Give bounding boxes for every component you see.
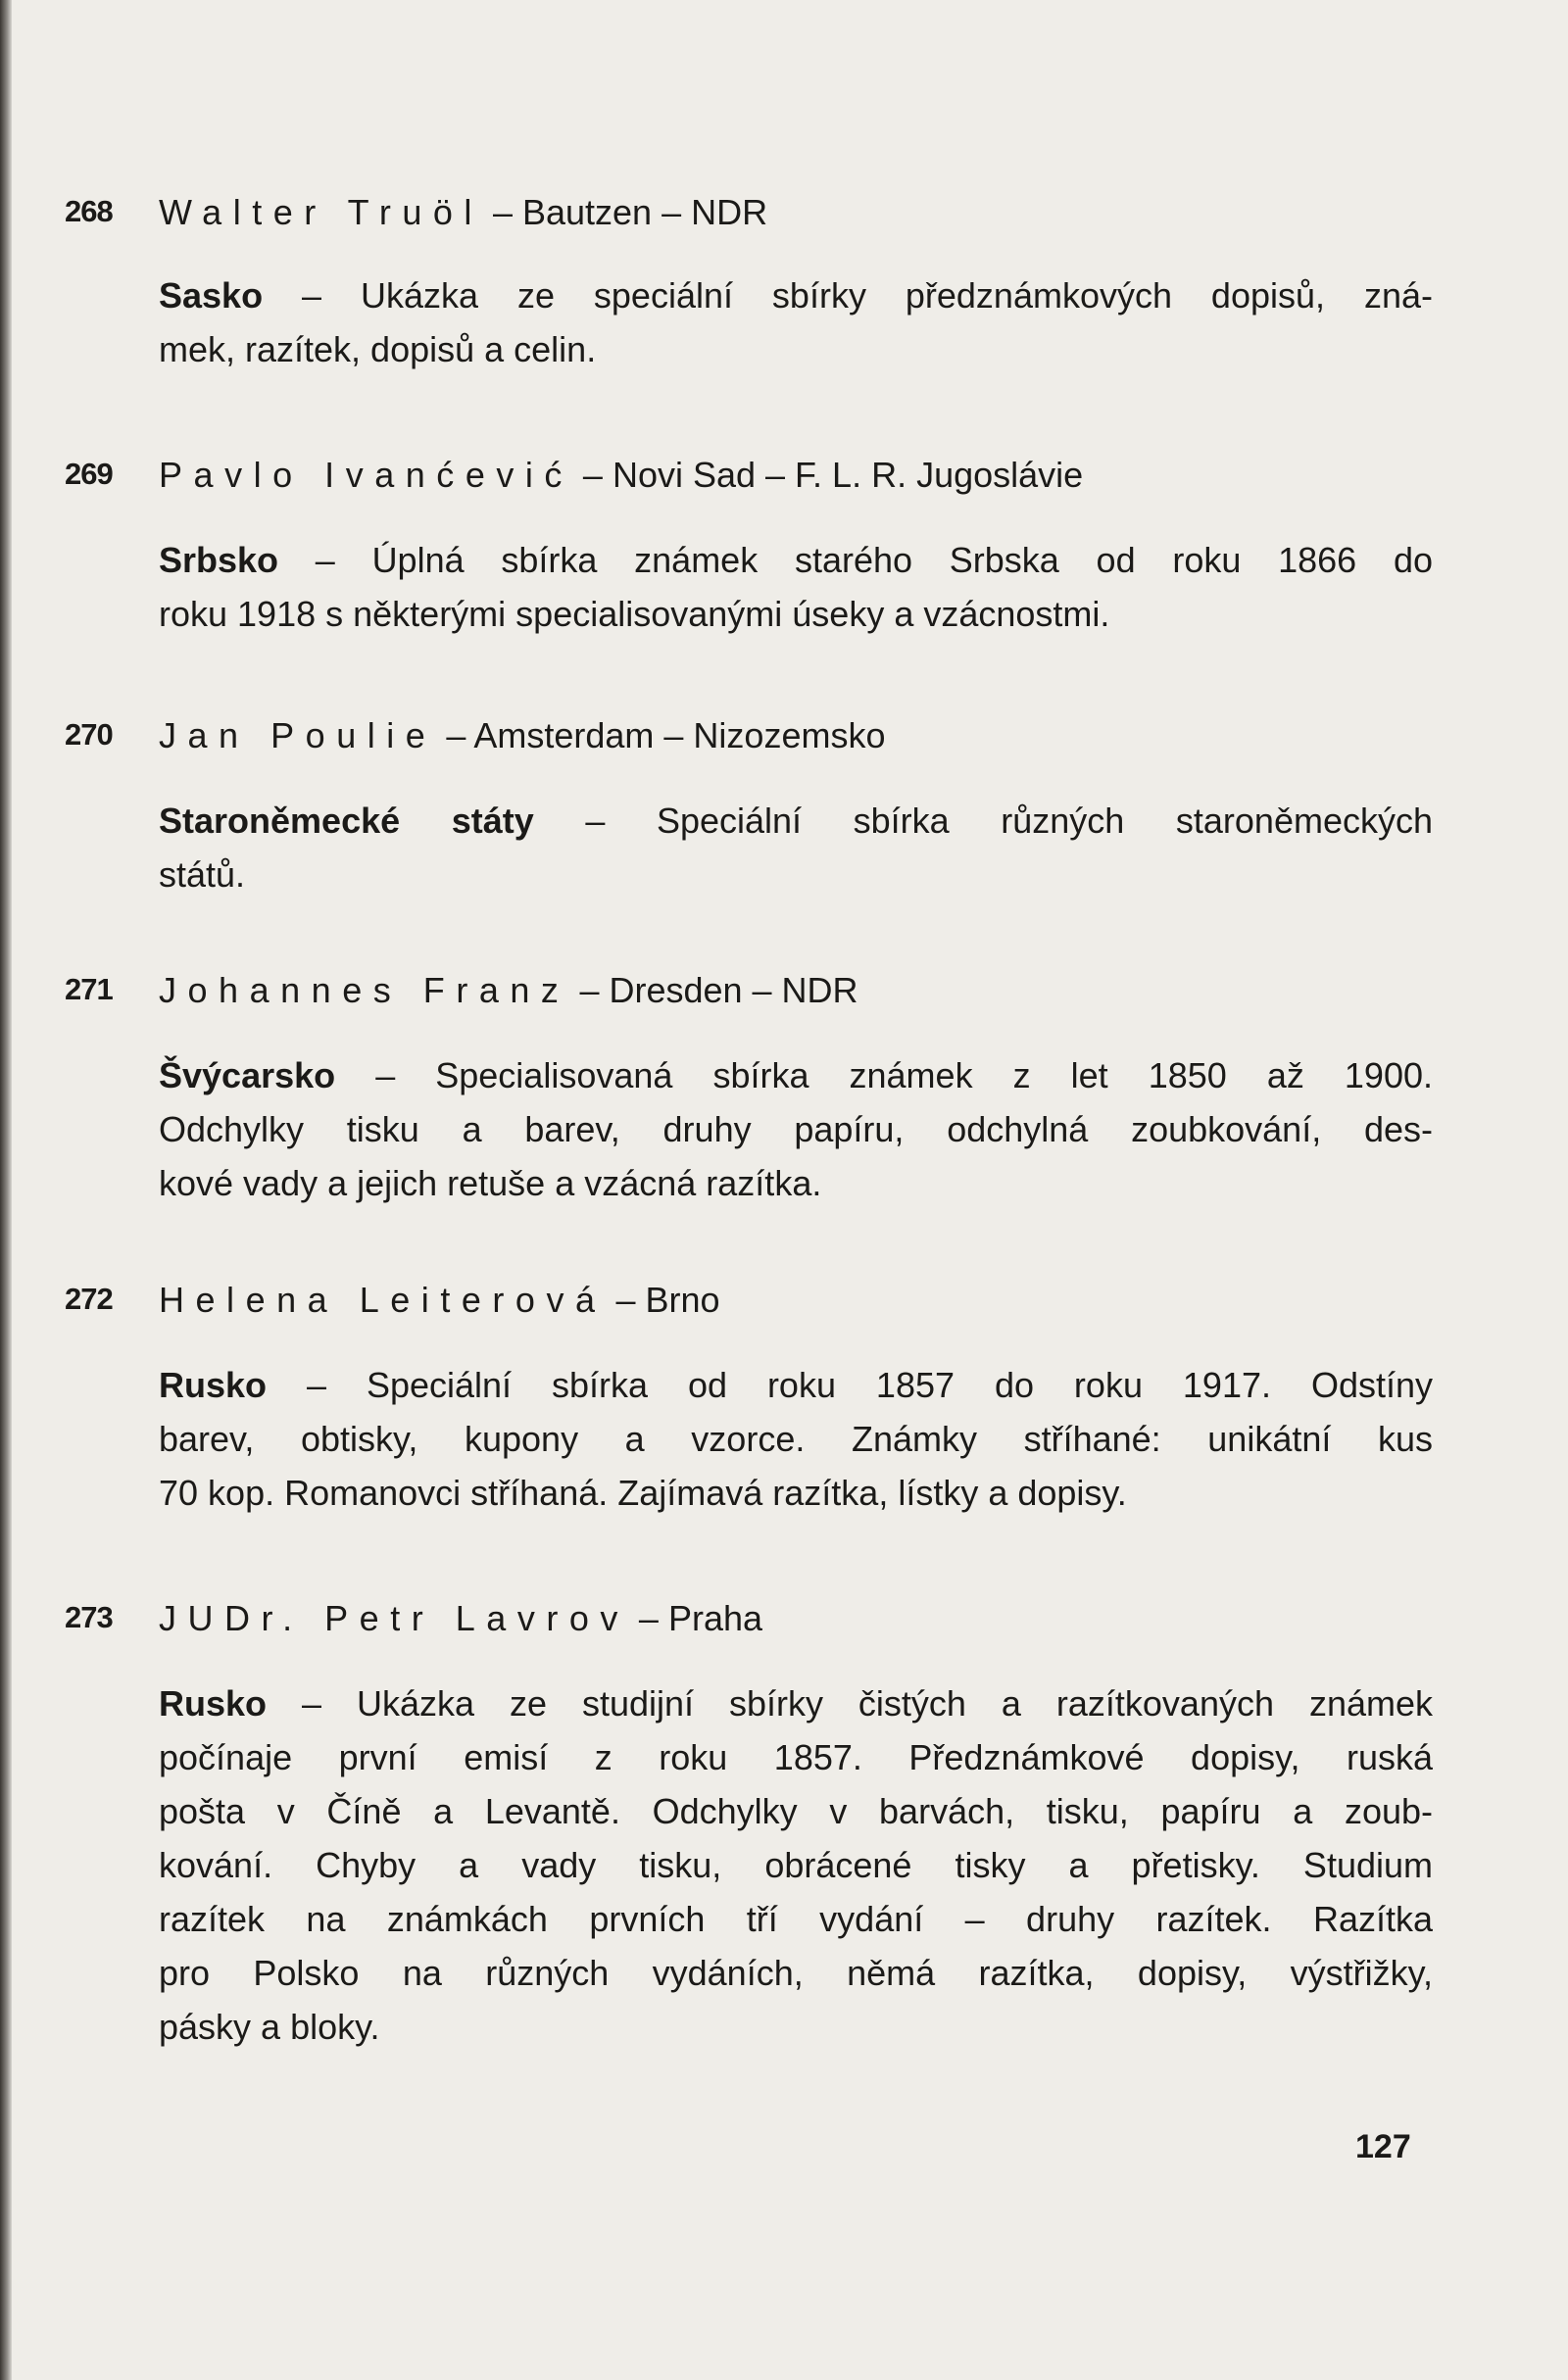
entry-description xyxy=(159,1676,1433,2054)
description-text: – Speciální sbírka od roku 1857 do roku 1917. Odstíny xyxy=(306,1365,1433,1405)
description-text: razítek na známkách prvních tří vydání – druhy razítek. Razítka xyxy=(159,1899,1433,1939)
collection-country: Švýcarsko xyxy=(159,1055,336,1095)
exhibitor-heading xyxy=(159,1598,762,1639)
exhibitor-place: – Amsterdam – Nizozemsko xyxy=(436,715,886,755)
exhibitor-name: Pavlo Ivanćević xyxy=(159,455,573,495)
exhibitor-place: – Novi Sad – F. L. R. Jugoslávie xyxy=(572,455,1084,495)
exhibitor-heading xyxy=(159,1280,720,1321)
description-line xyxy=(159,1892,1433,1946)
description-text: 70 kop. Romanovci stříhaná. Zajímavá razítka, lístky a dopisy. xyxy=(159,1473,1127,1513)
description-text: roku 1918 s některými specialisovanými úseky a vzácnostmi. xyxy=(159,594,1110,634)
entry-description xyxy=(159,533,1433,641)
description-line xyxy=(159,1412,1433,1466)
exhibitor-heading xyxy=(159,970,858,1011)
description-line xyxy=(159,587,1433,641)
description-text: kové vady a jejich retuše a vzácná razítka. xyxy=(159,1163,822,1203)
collection-country: Srbsko xyxy=(159,540,279,580)
description-text: kování. Chyby a vady tisku, obrácené tisky a přetisky. Studium xyxy=(159,1845,1433,1885)
description-line xyxy=(159,1102,1433,1156)
collection-country: Rusko xyxy=(159,1365,268,1405)
description-text: pošta v Číně a Levantě. Odchylky v barvách, tisku, papíru a zoub- xyxy=(159,1791,1433,1831)
exhibitor-name: Jan Poulie xyxy=(159,715,437,755)
entry-number: 270 xyxy=(65,717,113,752)
description-line xyxy=(159,1784,1433,1838)
entry-number: 273 xyxy=(65,1600,113,1634)
description-line xyxy=(159,268,1433,322)
exhibitor-name: JUDr. Petr Lavrov xyxy=(159,1598,629,1638)
entry-description xyxy=(159,268,1433,376)
description-text: – Ukázka ze speciální sbírky předznámkových dopisů, zná- xyxy=(302,275,1433,316)
description-line xyxy=(159,1676,1433,1730)
description-text: států. xyxy=(159,854,246,895)
description-line xyxy=(159,1838,1433,1892)
description-text: pro Polsko na různých vydáních, němá razítka, dopisy, výstřižky, xyxy=(159,1953,1433,1993)
description-line xyxy=(159,1156,1433,1210)
entry-number: 268 xyxy=(65,194,113,228)
exhibitor-heading xyxy=(159,455,1083,496)
description-text: – Specialisovaná sbírka známek z let 1850 až 1900. xyxy=(375,1055,1433,1095)
description-text: – Úplná sbírka známek starého Srbska od roku 1866 do xyxy=(315,540,1433,580)
page-number: 127 xyxy=(1355,2128,1411,2165)
exhibitor-name: Helena Leiterová xyxy=(159,1280,607,1320)
description-text: Odchylky tisku a barev, druhy papíru, odchylná zoubkování, des- xyxy=(159,1109,1433,1149)
description-text: počínaje první emisí z roku 1857. Předznámkové dopisy, ruská xyxy=(159,1737,1433,1777)
description-text: mek, razítek, dopisů a celin. xyxy=(159,329,597,369)
description-line xyxy=(159,533,1433,587)
entry-description xyxy=(159,1358,1433,1520)
exhibitor-place: – Praha xyxy=(628,1598,763,1638)
page-binding-edge xyxy=(0,0,12,2380)
exhibitor-place: – Bautzen – NDR xyxy=(482,192,768,232)
collection-country: Sasko xyxy=(159,275,264,316)
entry-number: 272 xyxy=(65,1282,113,1316)
exhibitor-heading xyxy=(159,192,767,233)
description-text: barev, obtisky, kupony a vzorce. Známky stříhané: unikátní kus xyxy=(159,1419,1433,1459)
collection-country: Staroněmecké státy xyxy=(159,801,534,841)
description-text: pásky a bloky. xyxy=(159,2007,380,2047)
description-line xyxy=(159,848,1433,901)
description-line xyxy=(159,1048,1433,1102)
exhibitor-heading xyxy=(159,715,885,756)
entry-description xyxy=(159,794,1433,901)
description-line xyxy=(159,2000,1433,2054)
entry-number: 269 xyxy=(65,457,113,491)
exhibitor-name: Walter Truöl xyxy=(159,192,483,232)
description-line xyxy=(159,1358,1433,1412)
collection-country: Rusko xyxy=(159,1683,268,1724)
exhibitor-place: – Brno xyxy=(606,1280,720,1320)
description-line xyxy=(159,794,1433,848)
description-text: – Ukázka ze studijní sbírky čistých a razítkovaných známek xyxy=(302,1683,1433,1724)
entry-number: 271 xyxy=(65,972,113,1006)
description-line xyxy=(159,1730,1433,1784)
description-line xyxy=(159,1946,1433,2000)
description-line xyxy=(159,322,1433,376)
exhibitor-place: – Dresden – NDR xyxy=(569,970,858,1010)
entry-description xyxy=(159,1048,1433,1210)
exhibitor-name: Johannes Franz xyxy=(159,970,570,1010)
description-line xyxy=(159,1466,1433,1520)
description-text: – Speciální sbírka různých staroněmeckých xyxy=(585,801,1434,841)
